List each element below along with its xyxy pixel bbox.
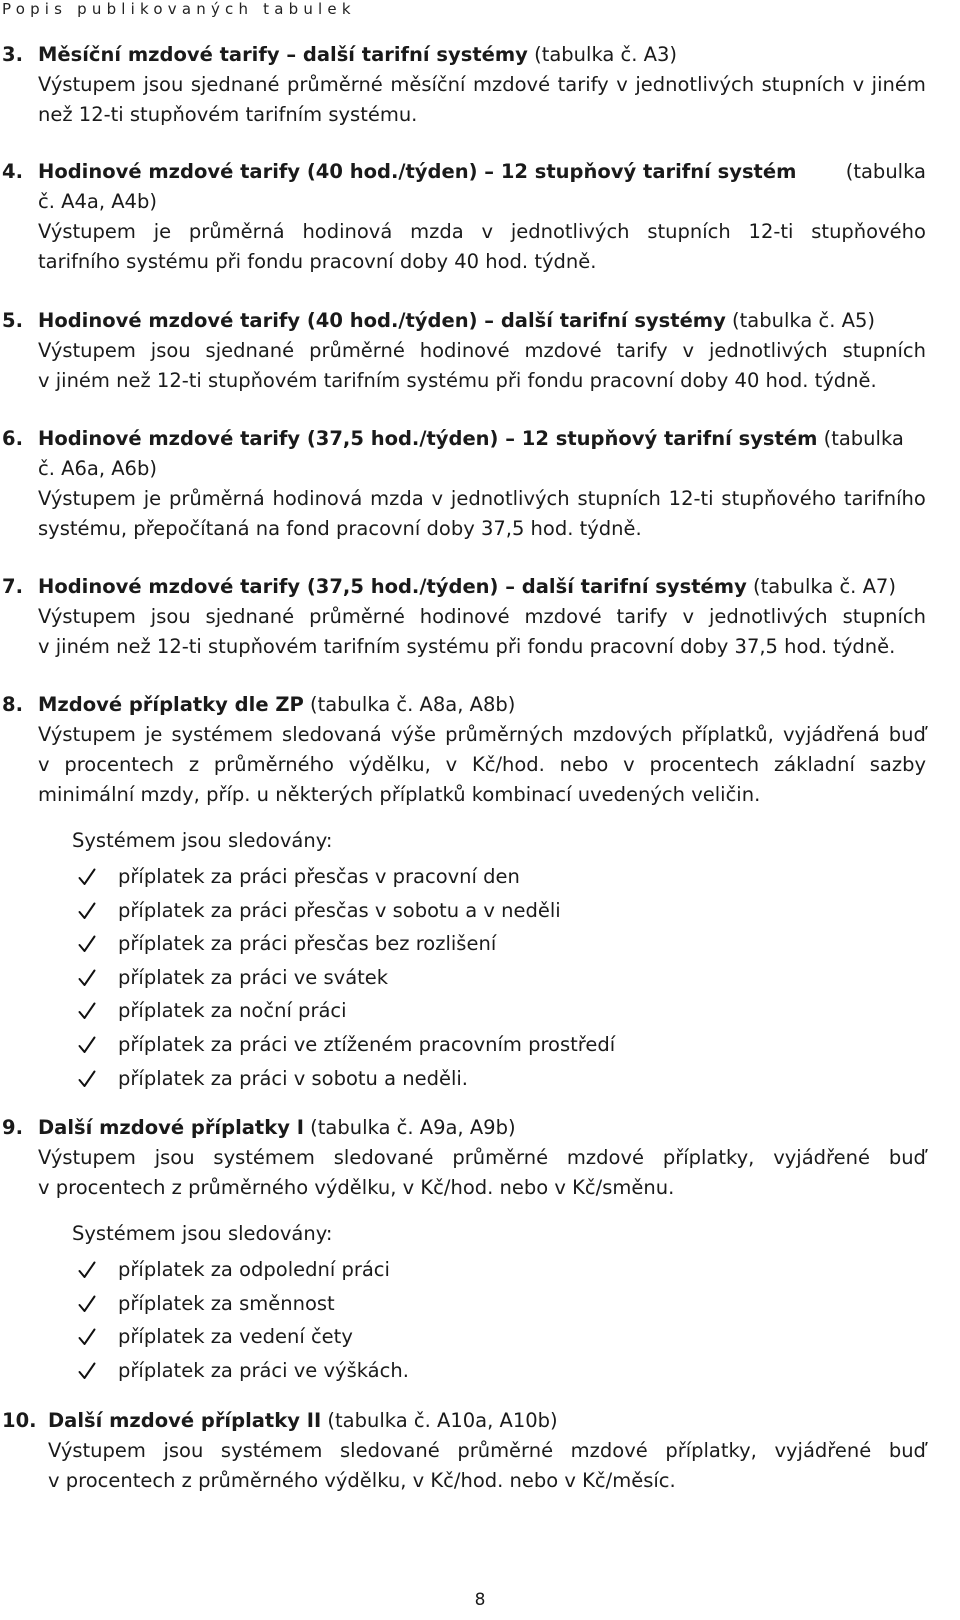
body-line [0,217,926,247]
word: vyjádřená [782,723,880,746]
word: mzdové [570,1439,648,1462]
word: tarify [616,605,668,628]
heading-continuation: č. A4a, A4b) [38,190,157,213]
body-line: minimální mzdy, příp. u některých příplatků kombinací uvedených veličin. [38,783,761,806]
word: v [623,753,635,776]
word: sledované [333,1146,434,1169]
checklist-item-text: příplatek za práci ve svátek [118,965,389,989]
word: měsíční [390,73,466,96]
table-reference: (tabulka č. A9a, A9b) [303,1116,516,1139]
word: nebo [559,753,609,776]
checkmark-icon [78,1362,96,1380]
word: je [144,723,163,746]
word: příplatků, [681,723,774,746]
checklist-item-text: příplatek za odpolední práci [118,1258,390,1281]
word: v [682,605,695,628]
word: v [445,753,458,776]
word: procentech [64,753,175,776]
word: je [153,220,172,243]
section-number: 9. [2,1116,23,1139]
word: jsou [163,1439,204,1462]
section-heading [0,40,960,70]
checklist-item-text: příplatek za směnnost [118,1291,335,1315]
word: hodinová [272,487,363,510]
word: stupních [842,339,926,362]
checklist-item-text: příplatek za práci přesčas v sobotu a v neděli [118,898,561,922]
table-reference: (tabulka č. A8a, A8b) [303,693,516,716]
word: příplatky, [662,1146,755,1169]
section-title: Mzdové příplatky dle ZP [38,693,304,716]
word: buď [888,1146,926,1169]
word: Výstupem [48,1439,146,1462]
word: mzda [370,487,424,510]
word: sazby [869,753,926,776]
body-line [0,70,926,100]
word: sjednané [205,605,295,628]
word: Výstupem [38,487,136,510]
checkmark-icon [78,1002,96,1020]
section-number: 8. [2,693,23,716]
word: Výstupem [38,605,136,628]
checkmark-icon [78,1328,96,1346]
word: příplatky, [665,1439,757,1462]
word: tarifního [843,487,926,510]
checkmark-icon [78,935,96,953]
word: Výstupem [38,220,136,243]
word: Výstupem [38,1146,136,1169]
checkmark-icon [78,1070,96,1088]
word: v [481,220,494,243]
section-title: Hodinové mzdové tarify (37,5 hod./týden) – další tarifní systémy [38,575,747,598]
page-number: 8 [474,1590,486,1610]
section-heading [0,572,960,602]
word: systémem [220,1439,323,1462]
checklist-item [0,994,960,1028]
section-number: 5. [2,309,23,332]
checklist-item [0,961,960,995]
section-heading [0,157,926,187]
word: Výstupem [38,723,136,746]
section-heading [0,690,960,720]
section-9 [0,1113,960,1387]
word: jednotlivých [708,605,828,628]
word: jednotlivých [450,487,570,510]
section-number: 6. [2,427,23,450]
word: jednotlivých [510,220,630,243]
section-5 [0,306,960,396]
checklist-item-text: příplatek za práci v sobotu a neděli. [118,1066,469,1090]
table-reference: (tabulka [845,160,926,183]
checklist-item-text: příplatek za práci ve výškách. [118,1358,409,1382]
section-4 [0,157,960,277]
word: tarify [616,339,668,362]
section-title: Hodinové mzdové tarify (37,5 hod./týden) – 12 stupňový tarifní systém [38,427,818,450]
section-number: 4. [2,160,23,183]
word: sledované [340,1439,440,1462]
body-line: v procentech z průměrného výdělku, v Kč/hod. nebo v Kč/směnu. [38,1176,675,1199]
checklist-item [0,1287,960,1321]
word: mzdové [566,1146,644,1169]
checkmark-icon [78,969,96,987]
table-reference: (tabulka č. A3) [527,43,678,66]
word: vyjádřené [773,1146,870,1169]
section-title: Hodinové mzdové tarify (40 hod./týden) – další tarifní systémy [38,309,726,332]
checklist-item [0,1028,960,1062]
body-line: v jiném než 12-ti stupňovém tarifním systému při fondu pracovní doby 40 hod. týdně. [38,369,877,392]
section-title: Měsíční mzdové tarify – další tarifní systémy [38,43,528,66]
section-heading [0,306,960,336]
word: v [616,73,628,96]
section-title: Další mzdové příplatky II [48,1409,322,1432]
word: průměrných [445,723,564,746]
word: mzdové [524,605,602,628]
section-title: Hodinové mzdové tarify (40 hod./týden) – 12 stupňový tarifní systém [38,160,797,183]
word: hodinové [419,605,510,628]
checkmark-icon [78,1261,96,1279]
word: průměrná [168,487,265,510]
checkmark-icon [78,1036,96,1054]
word: stupních [842,605,926,628]
word: v [38,753,50,776]
word: mzdové [524,339,602,362]
word: mzdové [472,73,551,96]
body-line: v jiném než 12-ti stupňovém tarifním systému při fondu pracovní doby 37,5 hod. týdně. [38,635,896,658]
word: stupních [647,220,731,243]
word: z [188,753,200,776]
word: 12-ti [668,487,714,510]
word: stupňového [811,220,926,243]
word: sledovaná [282,723,382,746]
word: průměrná [188,220,285,243]
word: buď [888,1439,926,1462]
section-heading [0,1406,960,1436]
checklist [0,860,960,1095]
word: systémem [213,1146,315,1169]
word: mzdových [572,723,673,746]
word: stupňového [721,487,837,510]
checklist-item [0,894,960,928]
word: Kč/hod. [471,753,545,776]
checkmark-icon [78,868,96,886]
section-8 [0,690,960,1095]
word: jsou [150,605,191,628]
word: průměrné [452,1146,549,1169]
word: buď [888,723,926,746]
word: výdělku, [348,753,431,776]
table-reference: (tabulka [817,427,904,450]
word: průměrného [213,753,334,776]
section-number: 3. [2,43,23,66]
checklist-item-text: příplatek za práci ve ztíženém pracovním prostředí [118,1032,616,1056]
body-line [0,1436,926,1466]
checklist-item [0,1253,960,1287]
checklist-item [0,1062,960,1096]
checkmark-icon [78,902,96,920]
checkmark-icon [78,1295,96,1313]
body-line: v procentech z průměrného výdělku, v Kč/hod. nebo v Kč/měsíc. [48,1469,676,1492]
body-line: tarifního systému při fondu pracovní doby 40 hod. týdně. [38,250,597,273]
checklist-item [0,927,960,961]
word: v [682,339,695,362]
word: hodinová [302,220,393,243]
word: 12-ti [748,220,794,243]
word: v [852,73,865,96]
body-line: než 12-ti stupňovém tarifním systému. [38,103,418,126]
word: průměrné [309,339,405,362]
heading-continuation: č. A6a, A6b) [38,457,157,480]
body-line [0,484,926,514]
section-heading [0,424,960,454]
body-line [0,720,926,750]
word: sjednané [190,73,280,96]
monitored-label: Systémem jsou sledovány: [72,829,333,852]
checklist-item-text: příplatek za vedení čety [118,1325,353,1349]
word: jiném [871,73,926,96]
word: průměrné [309,605,405,628]
checklist-item [0,860,960,894]
body-line [0,750,926,780]
body-line [0,336,926,366]
word: výše [390,723,437,746]
section-3 [0,40,960,130]
checklist-item-text: příplatek za práci přesčas v pracovní den [118,865,520,888]
word: základní [773,753,855,776]
section-heading [0,1113,960,1143]
word: procentech [649,753,760,776]
table-reference: (tabulka č. A7) [746,575,896,598]
word: stupních [761,73,846,96]
section-10 [0,1406,960,1496]
section-7 [0,572,960,662]
word: vyjádřené [774,1439,872,1462]
section-title: Další mzdové příplatky I [38,1116,304,1139]
word: průměrné [287,73,383,96]
running-header: Popis publikovaných tabulek [2,0,356,18]
section-number: 7. [2,575,23,598]
checklist-item [0,1320,960,1354]
word: jsou [143,73,184,96]
word: systémem [171,723,273,746]
word: v [431,487,444,510]
word: průměrné [457,1439,554,1462]
word: jsou [154,1146,195,1169]
body-line [0,1143,926,1173]
word: mzda [410,220,464,243]
checklist [0,1253,960,1387]
word: je [143,487,162,510]
word: jednotlivých [708,339,828,362]
table-reference: (tabulka č. A10a, A10b) [321,1409,558,1432]
word: hodinové [419,339,510,362]
word: stupních [577,487,661,510]
table-reference: (tabulka č. A5) [725,309,875,332]
checklist-item [0,1354,960,1388]
word: tarify [557,73,609,96]
checklist-item-text: příplatek za práci přesčas bez rozlišení [118,932,497,956]
body-line [0,602,926,632]
word: jsou [150,339,191,362]
checklist-item-text: příplatek za noční práci [118,999,347,1023]
word: Výstupem [38,73,136,96]
monitored-label: Systémem jsou sledovány: [72,1222,333,1245]
word: Výstupem [38,339,136,362]
section-number: 10. [2,1409,37,1432]
section-6 [0,424,960,544]
body-line: systému, přepočítaná na fond pracovní doby 37,5 hod. týdně. [38,517,642,540]
word: jednotlivých [635,73,755,96]
word: sjednané [205,339,295,362]
